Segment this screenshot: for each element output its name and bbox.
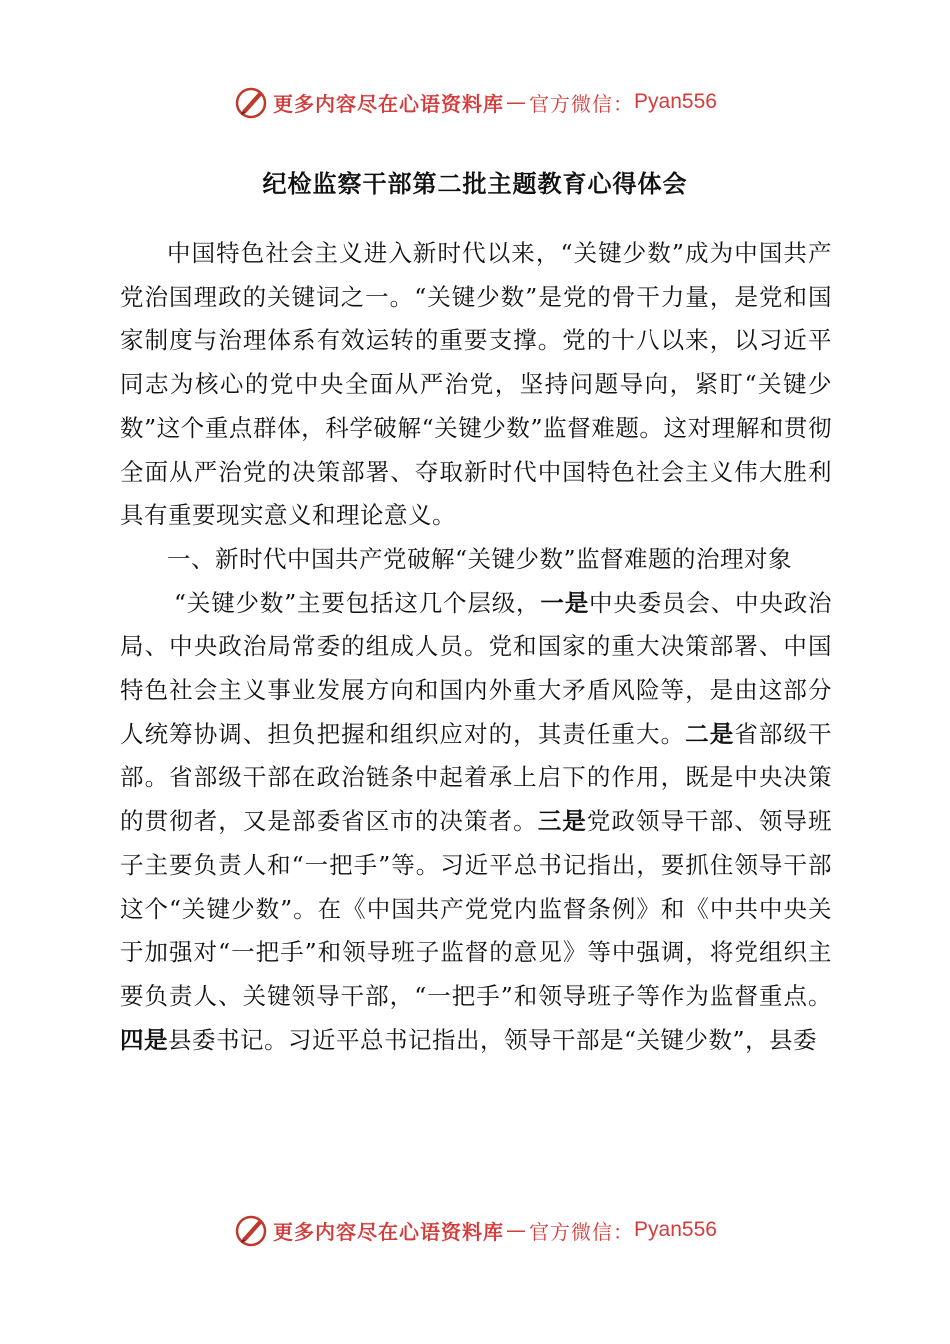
banner-slogan: 更多内容尽在心语资料库 <box>273 91 505 116</box>
pen-logo-icon <box>233 84 269 120</box>
para2-text-4: 县委书记。习近平总书记指出，领导干部是“关键少数”，县委 <box>168 1025 818 1054</box>
pen-logo-icon <box>233 1212 269 1248</box>
header-banner <box>0 82 950 122</box>
paragraph-intro: 中国特色社会主义进入新时代以来，“关键少数”成为中国共产党治国理政的关键词之一。“关键少数”是党的骨干力量，是党和国家制度与治理体系有效运转的重要支撑。党的十八以来，以习近平同志为核心的党中央全面从严治党，坚持问题导向，紧盯“关键少数”这个重点群体，科学破解“关键少数”监督难题。这对理解和贯彻全面从严治党的决策部署、夺取新时代中国特色社会主义伟大胜利具有重要现实意义和理论意义。 <box>120 239 832 530</box>
footer-slogan: 更多内容尽在心语资料库 <box>273 1219 505 1244</box>
bold-marker-3: 三是 <box>537 807 587 836</box>
banner-wechat-id: Pyan556 <box>634 90 717 113</box>
para2-text-2: 省部级干部。省部级干部在政治链条中起着承上启下的作用，既是中央决策的贯彻者，又是部委省区市的决策者。 <box>120 719 833 836</box>
document-title: 纪检监察干部第二批主题教育心得体会 <box>262 170 688 198</box>
footer-wechat-id: Pyan556 <box>634 1218 717 1241</box>
banner-separator: — <box>506 90 528 114</box>
bold-marker-2: 二是 <box>685 719 735 748</box>
bold-marker-1: 一是 <box>540 588 590 617</box>
paragraph-key-minority <box>120 582 832 1063</box>
footer-official-label: 官方微信： <box>529 1219 635 1244</box>
banner-official-label: 官方微信： <box>529 91 635 116</box>
para2-intro: “关键少数”主要包括这几个层级， <box>174 588 541 617</box>
document-body <box>120 232 832 1062</box>
footer-separator: — <box>506 1218 528 1242</box>
para2-text-3: 党政领导干部、领导班子主要负责人和“一把手”等。习近平总书记指出，要抓住领导干部这个“关键少数”。在《中国共产党党内监督条例》和《中共中央关于加强对“一把手”和领导班子监督的意见》等中强调，将党组织主要负责人、关键领导干部，“一把手”和领导班子等作为监督重点。 <box>120 807 833 1010</box>
bold-marker-4: 四是 <box>120 1025 168 1054</box>
para2-text-1: 中央委员会、中央政治局、中央政治局常委的组成人员。党和国家的重大决策部署、中国特色社会主义事业发展方向和国内外重大矛盾风险等，是由这部分人统筹协调、担负把握和组织应对的，其责任重大。 <box>120 588 833 748</box>
footer-banner <box>0 1210 950 1250</box>
section-heading-1: 一、新时代中国共产党破解“关键少数”监督难题的治理对象 <box>167 544 793 573</box>
